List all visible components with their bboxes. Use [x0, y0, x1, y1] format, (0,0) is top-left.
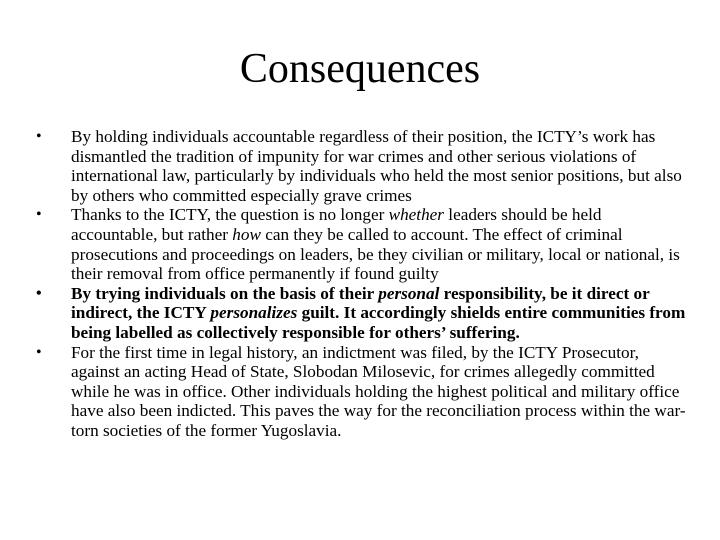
emphasis-personal: personal	[378, 283, 440, 303]
bullet-dot-icon: •	[36, 343, 42, 361]
bullet-item-3	[36, 284, 686, 343]
bullet-text: Thanks to the ICTY, the question is no longer	[71, 205, 389, 225]
bullet-dot-icon: •	[36, 284, 42, 302]
bullet-item-2	[36, 205, 686, 283]
bullet-text: For the first time in legal history, an indictment was filed, by the ICTY Prosecutor, against an acting Head of State, Slobodan Milosevic, for crimes allegedly committed while he was in office. Other individuals holding the highest political and military office have also been indicted. This paves the way for the reconciliation process within the war-torn societies of the former Yugoslavia.	[71, 342, 686, 440]
slide-title: Consequences	[239, 46, 481, 92]
emphasis-personalizes: personalizes	[210, 303, 298, 323]
bullet-text: can they be called to account. The effect of criminal prosecutions and proceedings on leaders, be they civilian or military, local or national, is their removal from office permanently if found guilty	[71, 224, 680, 284]
bullet-text: guilt. It accordingly shields entire communities from being labelled as collectively responsible for others’ suffering.	[71, 303, 686, 342]
bullet-item-4	[36, 343, 686, 441]
emphasis-how: how	[232, 224, 261, 244]
bullet-text: leaders should be held accountable, but rather	[71, 205, 602, 244]
bullet-dot-icon: •	[36, 206, 42, 224]
bullet-text: responsibility, be it direct or indirect, the ICTY	[71, 283, 650, 323]
bullet-text: By trying individuals on the basis of their	[71, 283, 379, 303]
emphasis-whether: whether	[388, 205, 444, 225]
bullet-dot-icon: •	[36, 128, 42, 145]
bullet-item-1	[36, 127, 686, 205]
bullet-list	[36, 127, 686, 441]
bullet-text: By holding individuals accountable regardless of their position, the ICTY’s work has dismantled the tradition of impunity for war crimes and other serious violations of international law, particularly by individuals who held the most senior positions, but also by others who committed especially grave crimes	[71, 127, 682, 205]
